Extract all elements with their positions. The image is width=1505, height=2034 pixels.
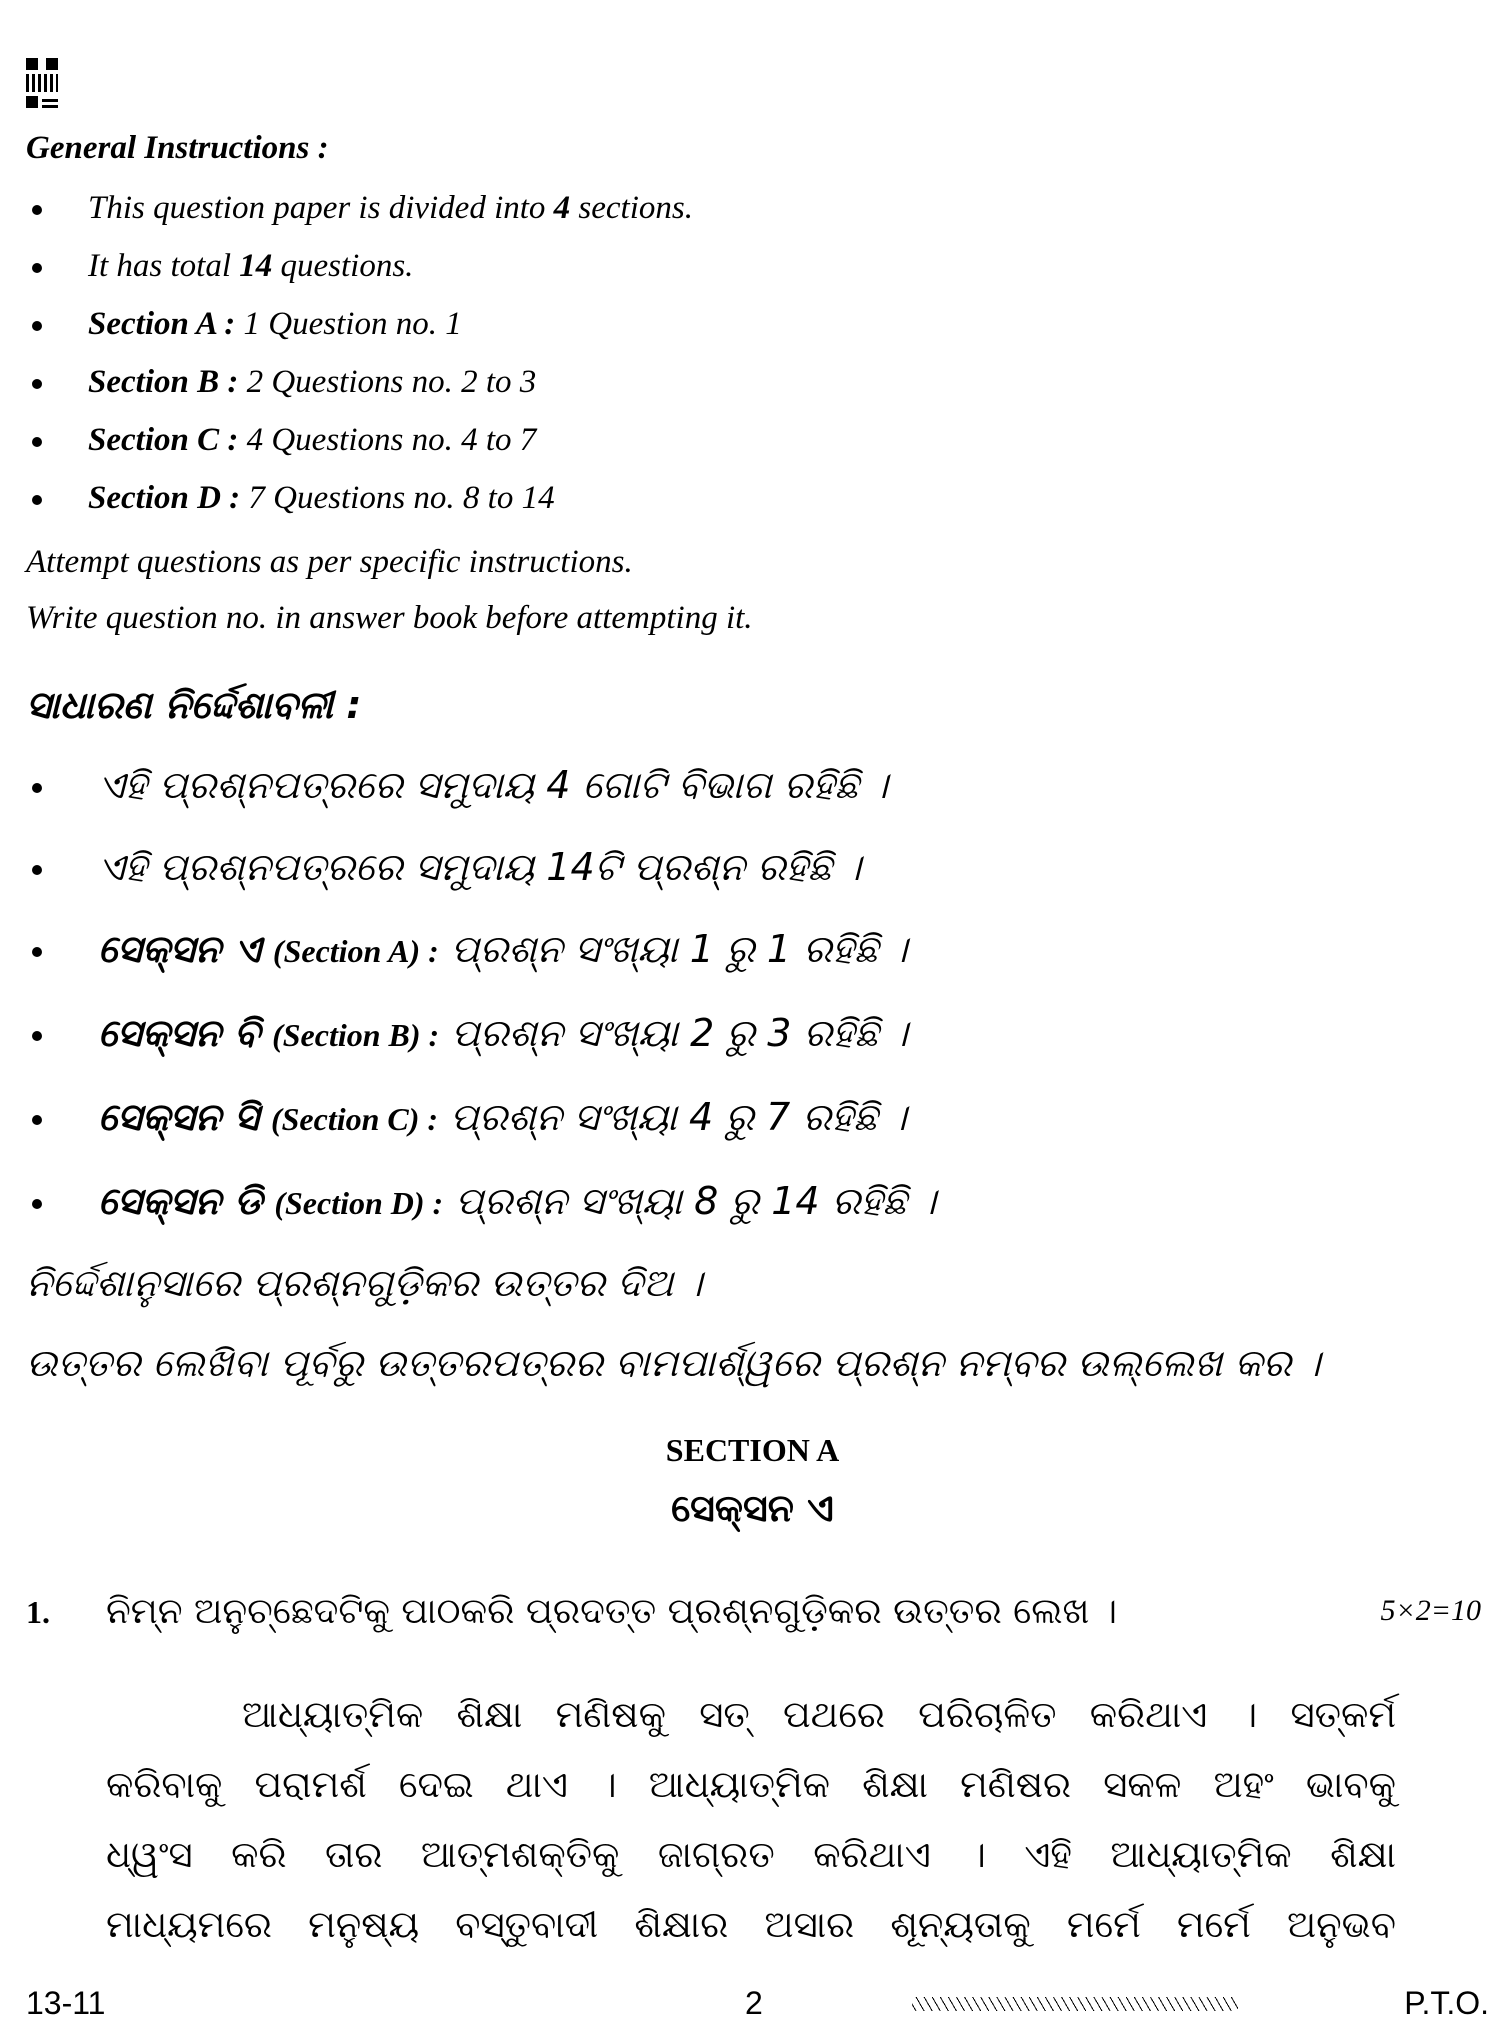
bullet-icon — [32, 263, 42, 273]
passage-line: ଧ୍ୱଂସ କରି ତାର ଆତ୍ମଶକ୍ତିକୁ ଜାଗ୍ରତ କରିଥାଏ । ଏହି ଆଧ୍ୟାତ୍ମିକ ଶିକ୍ଷା — [106, 1833, 1396, 1876]
instruction-line: Write question no. in answer book before attempting it. — [26, 600, 753, 636]
qr-code-icon — [26, 58, 58, 108]
bullet-icon — [32, 495, 42, 505]
instruction-item: Section A : 1 Question no. 1 — [26, 304, 462, 344]
section-a-title-odia: ସେକ୍ସନ ଏ — [671, 1486, 834, 1530]
instruction-line: Attempt questions as per specific instructions. — [26, 544, 633, 580]
bullet-icon — [32, 1199, 42, 1209]
odia-instruction-item: ଏହି ପ୍ରଶ୍ନପତ୍ରରେ ସମୁଦାୟ 14ଟି ପ୍ରଶ୍ନ ରହିଛି । — [26, 842, 861, 892]
bullet-icon — [32, 437, 42, 447]
bullet-icon — [32, 205, 42, 215]
passage-line: କରିବାକୁ ପରାମର୍ଶ ଦେଇ ଥାଏ । ଆଧ୍ୟାତ୍ମିକ ଶିକ୍ଷା ମଣିଷର ସକଳ ଅହଂ ଭାବକୁ — [106, 1763, 1396, 1806]
passage-line: ମାଧ୍ୟମରେ ମନୁଷ୍ୟ ବସ୍ତୁବାଦୀ ଶିକ୍ଷାର ଅସାର ଶୂନ୍ୟତାକୁ ମର୍ମେ ମର୍ମେ ଅନୁଭବ — [106, 1903, 1396, 1946]
bullet-icon — [32, 783, 42, 793]
page-footer — [0, 1985, 1505, 2025]
bullet-icon — [32, 379, 42, 389]
question-number: 1. — [26, 1594, 50, 1630]
question-marks: 5×2=10 — [1380, 1594, 1481, 1627]
page-number: 2 — [745, 1985, 763, 2021]
odia-instruction-item: ସେକ୍ସନ ବି (Section B) : ପ୍ରଶ୍ନ ସଂଖ୍ୟା 2 ରୁ 3 ରହିଛି । — [26, 1008, 908, 1060]
pto-label: P.T.O. — [1404, 1985, 1489, 2021]
odia-instruction-line: ନିର୍ଦ୍ଦେଶାନୁସାରେ ପ୍ରଶ୍ନଗୁଡ଼ିକର ଉତ୍ତର ଦିଅ । — [26, 1261, 703, 1305]
odia-instruction-item: ସେକ୍ସନ ସି (Section C) : ପ୍ରଶ୍ନ ସଂଖ୍ୟା 4 ରୁ 7 ରହିଛି । — [26, 1092, 907, 1144]
question-text: ନିମ୍ନ ଅନୁଚ୍ଛେଦଟିକୁ ପାଠକରି ପ୍ରଦତ୍ତ ପ୍ରଶ୍ନଗୁଡ଼ିକର ଉତ୍ତର ଲେଖ । — [106, 1591, 1118, 1632]
instruction-item: This question paper is divided into 4 sections. — [26, 188, 693, 228]
odia-instruction-line: ଉତ୍ତର ଲେଖିବା ପୂର୍ବରୁ ଉତ୍ତରପତ୍ରର ବାମପାର୍ଶ୍ୱରେ ପ୍ରଶ୍ନ ନମ୍ବର ଉଲ୍ଲେଖ କର । — [26, 1341, 1321, 1385]
instruction-item: Section B : 2 Questions no. 2 to 3 — [26, 362, 536, 402]
bullet-icon — [32, 321, 42, 331]
section-a-title: SECTION A — [665, 1432, 840, 1468]
bullet-icon — [32, 865, 42, 875]
wave-divider-icon — [912, 1997, 1238, 2011]
odia-instructions-heading: ସାଧାରଣ ନିର୍ଦ୍ଦେଶାବଳୀ : — [26, 683, 362, 727]
passage — [106, 1680, 1396, 1960]
instruction-item: Section D : 7 Questions no. 8 to 14 — [26, 478, 555, 518]
general-instructions-heading: General Instructions : — [26, 130, 329, 166]
instruction-item: It has total 14 questions. — [26, 246, 413, 286]
paper-code: 13-11 — [26, 1985, 106, 2021]
bullet-icon — [32, 1115, 42, 1125]
odia-instruction-item: ସେକ୍ସନ ଏ (Section A) : ପ୍ରଶ୍ନ ସଂଖ୍ୟା 1 ରୁ 1 ରହିଛି । — [26, 924, 907, 976]
question-1 — [26, 1590, 1481, 1633]
odia-instruction-item: ସେକ୍ସନ ଡି (Section D) : ପ୍ରଶ୍ନ ସଂଖ୍ୟା 8 ରୁ 14 ରହିଛି । — [26, 1176, 936, 1228]
odia-instruction-item: ଏହି ପ୍ରଶ୍ନପତ୍ରରେ ସମୁଦାୟ 4 ଗୋଟି ବିଭାଗ ରହିଛି । — [26, 760, 888, 810]
instruction-item: Section C : 4 Questions no. 4 to 7 — [26, 420, 536, 460]
bullet-icon — [32, 1031, 42, 1041]
passage-line: ଆଧ୍ୟାତ୍ମିକ ଶିକ୍ଷା ମଣିଷକୁ ସତ୍ ପଥରେ ପରିଚାଳିତ କରିଥାଏ । ସତ୍କର୍ମ — [242, 1693, 1396, 1736]
bullet-icon — [32, 947, 42, 957]
